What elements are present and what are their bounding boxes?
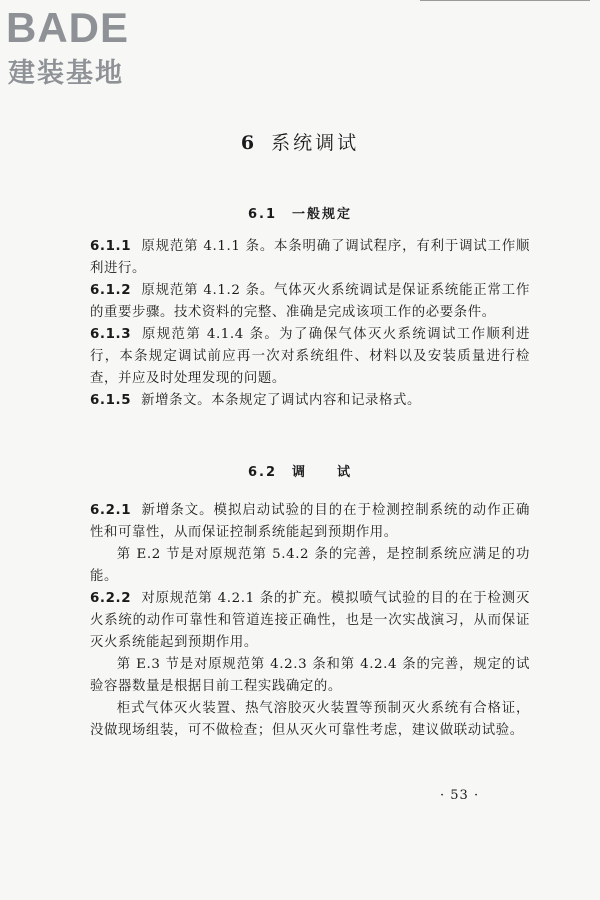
clause-number: 6.1.1 (90, 239, 132, 254)
section-heading-6-1: 6.1 一般规定 (247, 207, 353, 222)
chapter-name: 系统调试 (271, 132, 360, 154)
section-6-2-body (90, 500, 530, 742)
section-6-1-body (90, 236, 530, 412)
clause-paragraph (90, 324, 530, 390)
clause-paragraph (90, 698, 530, 742)
page-number: · 53 · (440, 788, 480, 803)
clause-text: 第 E.3 节是对原规范第 4.2.3 条和第 4.2.4 条的完善，规定的试验容器数量是根据目前工程实践确定的。 (90, 657, 530, 694)
watermark-logo (6, 4, 176, 94)
clause-text: 柜式气体灭火装置、热气溶胶灭火装置等预制灭火系统有合格证，没做现场组装，可不做检查；但从灭火可靠性考虑，建议做联动试验。 (90, 701, 530, 738)
logo-wordmark: BADE (6, 4, 130, 51)
clause-text: 对原规范第 4.2.1 条的扩充。模拟喷气试验的目的在于检测灭火系统的动作可靠性和管道连接正确性，也是一次实战演习，从而保证灭火系统能起到预期作用。 (90, 591, 530, 650)
logo-subtitle: 建装基地 (8, 58, 124, 89)
clause-text: 原规范第 4.1.2 条。气体灭火系统调试是保证系统能正常工作的重要步骤。技术资料的完整、准确是完成该项工作的必要条件。 (90, 283, 530, 320)
chapter-number: 6 (240, 132, 258, 154)
clause-text: 原规范第 4.1.1 条。本条明确了调试程序，有利于调试工作顺利进行。 (90, 239, 530, 276)
clause-number: 6.2.1 (90, 503, 132, 518)
clause-paragraph (90, 544, 530, 588)
clause-paragraph (90, 588, 530, 654)
clause-text: 新增条文。本条规定了调试内容和记录格式。 (141, 393, 421, 408)
section-heading-6-2: 6.2 调 试 (247, 465, 353, 480)
clause-number: 6.2.2 (90, 591, 132, 606)
clause-paragraph (90, 654, 530, 698)
clause-text: 第 E.2 节是对原规范第 5.4.2 条的完善，是控制系统应满足的功能。 (90, 547, 530, 584)
chapter-title (0, 130, 600, 156)
clause-text: 新增条文。模拟启动试验的目的在于检测控制系统的动作正确性和可靠性，从而保证控制系统能起到预期作用。 (90, 503, 530, 540)
header-rule (420, 0, 590, 1)
clause-text: 原规范第 4.1.4 条。为了确保气体灭火系统调试工作顺利进行，本条规定调试前应再一次对系统组件、材料以及安装质量进行检查，并应及时处理发现的问题。 (90, 327, 530, 386)
clause-number: 6.1.5 (90, 393, 132, 408)
clause-paragraph (90, 500, 530, 544)
clause-number: 6.1.3 (90, 327, 132, 342)
clause-paragraph (90, 390, 530, 412)
clause-number: 6.1.2 (90, 283, 132, 298)
clause-paragraph (90, 236, 530, 280)
clause-paragraph (90, 280, 530, 324)
